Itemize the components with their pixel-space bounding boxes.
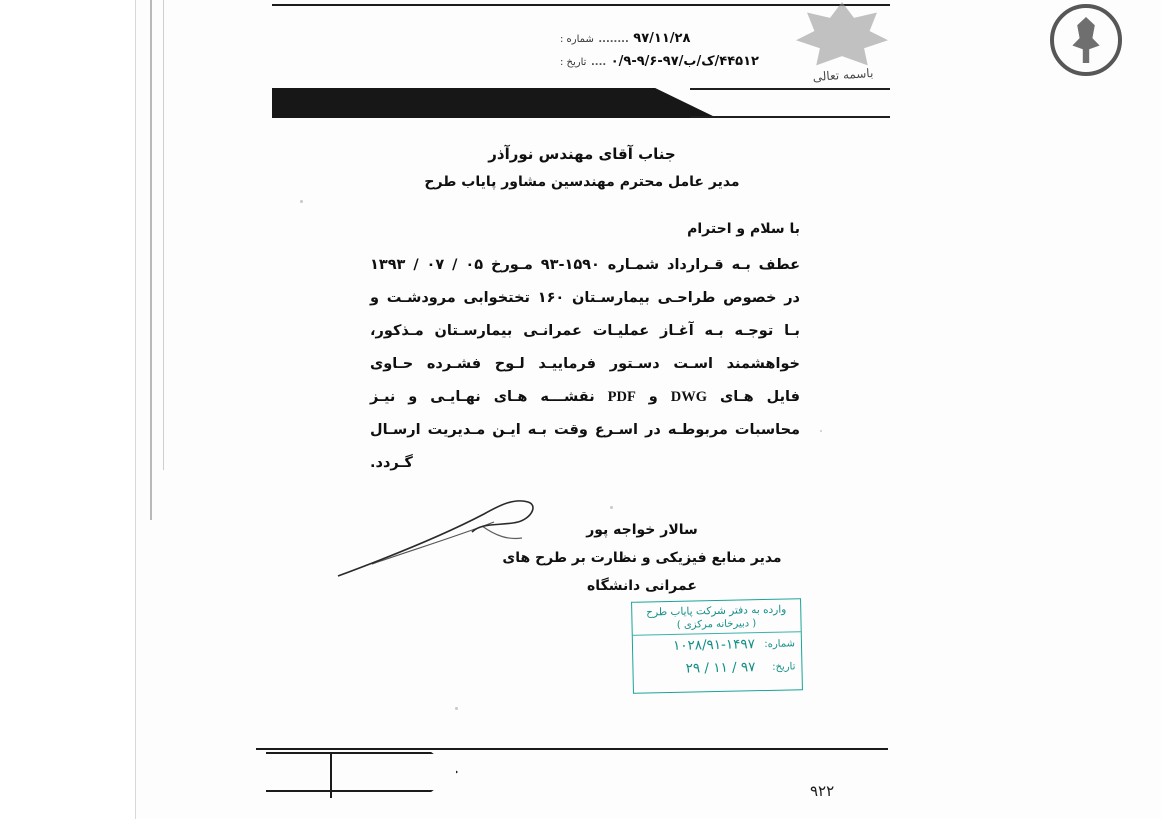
signer-title-line-2: عمرانی دانشگاه bbox=[587, 578, 697, 595]
letterhead bbox=[272, 0, 892, 132]
format-dwg-text: DWG bbox=[670, 389, 707, 406]
scan-artifact-line-secondary bbox=[163, 0, 164, 470]
scan-speck bbox=[455, 707, 458, 710]
stamp-number-row bbox=[633, 635, 801, 655]
letterhead-date-line bbox=[560, 51, 760, 74]
stamp-number-value: ۱۰۲۸/۹۱-۱۴۹۷ bbox=[672, 636, 756, 655]
paragraph-segment-2: نقشـــه هـای نهـایـی و نیـز محاسبات مربوطـه در اسـرع وقت بـه ایـن مـدیریت ارسـال گـردد. bbox=[370, 389, 800, 472]
paragraph-conjunction: و bbox=[635, 389, 658, 406]
basmala-text: باسمه تعالی bbox=[812, 65, 874, 85]
footer-rule bbox=[256, 748, 888, 750]
iran-emblem-icon bbox=[758, 2, 928, 97]
stamp-date-row bbox=[633, 658, 801, 678]
salutation: با سلام و احترام bbox=[687, 221, 800, 238]
format-pdf-text: PDF bbox=[607, 389, 636, 406]
addressee-block bbox=[272, 140, 892, 195]
letterhead-date-label: تاریخ : bbox=[560, 56, 587, 68]
scan-left-margin bbox=[0, 0, 136, 819]
letterhead-number-label: شماره : bbox=[560, 34, 594, 45]
emblem-glyph bbox=[796, 2, 888, 68]
dotted-leader: .... bbox=[590, 56, 607, 68]
signer-title-line-1: مدیر منابع فیزیکی و نظارت بر طرح های bbox=[502, 550, 782, 567]
scan-artifact-line bbox=[150, 0, 152, 520]
stamp-date-value: ۹۷ / ۱۱ / ۲۹ bbox=[685, 659, 756, 677]
signature-block bbox=[272, 516, 892, 600]
letterhead-number-line bbox=[560, 28, 760, 51]
letterhead-date-value: ۴۴۵۱۲/ک/ب/۹۷-۹/۶-۰/۹ bbox=[610, 53, 759, 69]
letter-paragraph bbox=[272, 249, 892, 480]
addressee-name: جناب آقای مهندس نورآذر bbox=[488, 145, 676, 163]
signer-name: سالار خواجه پور bbox=[586, 522, 698, 539]
letterhead-reference-block bbox=[560, 28, 760, 74]
stamp-number-label: شماره: bbox=[764, 638, 796, 650]
university-logo-icon bbox=[1050, 4, 1122, 76]
incoming-registration-stamp bbox=[631, 598, 803, 694]
stamp-company-title: وارده به دفتر شرکت پایاب طرح bbox=[646, 603, 787, 619]
footer-tick-mark bbox=[330, 752, 332, 798]
letter-body bbox=[272, 140, 892, 600]
addressee-title: مدیر عامل محترم مهندسین مشاور پایاب طرح bbox=[424, 173, 740, 190]
stamp-date-label: تاریخ: bbox=[772, 661, 796, 673]
stamp-office-subtitle: ( دبیرخانه مرکزی ) bbox=[676, 618, 757, 632]
page-number: ۹۲۲ bbox=[810, 782, 835, 800]
paragraph-segment-1: عطف بـه قـرارداد شمـاره ۱۵۹۰-۹۳ مـورخ ۰۵ / ۰۷ / ۱۳۹۳ در خصوص طراحـی بیمارسـتان ۱۶۰ تختخوابی مرودشـت و بـا توجـه بـه آغـاز عملیـات عمرانـی بیمارسـتان مـذکور، خواهشمند اسـت دسـتور فرماییـد لـوح فشـرده حـاوی فایل هـای bbox=[370, 257, 800, 406]
dotted-leader: ........ bbox=[598, 34, 629, 45]
footer-arrow-shape bbox=[266, 752, 458, 792]
letterhead-number-value: ۹۷/۱۱/۲۸ bbox=[633, 31, 691, 46]
